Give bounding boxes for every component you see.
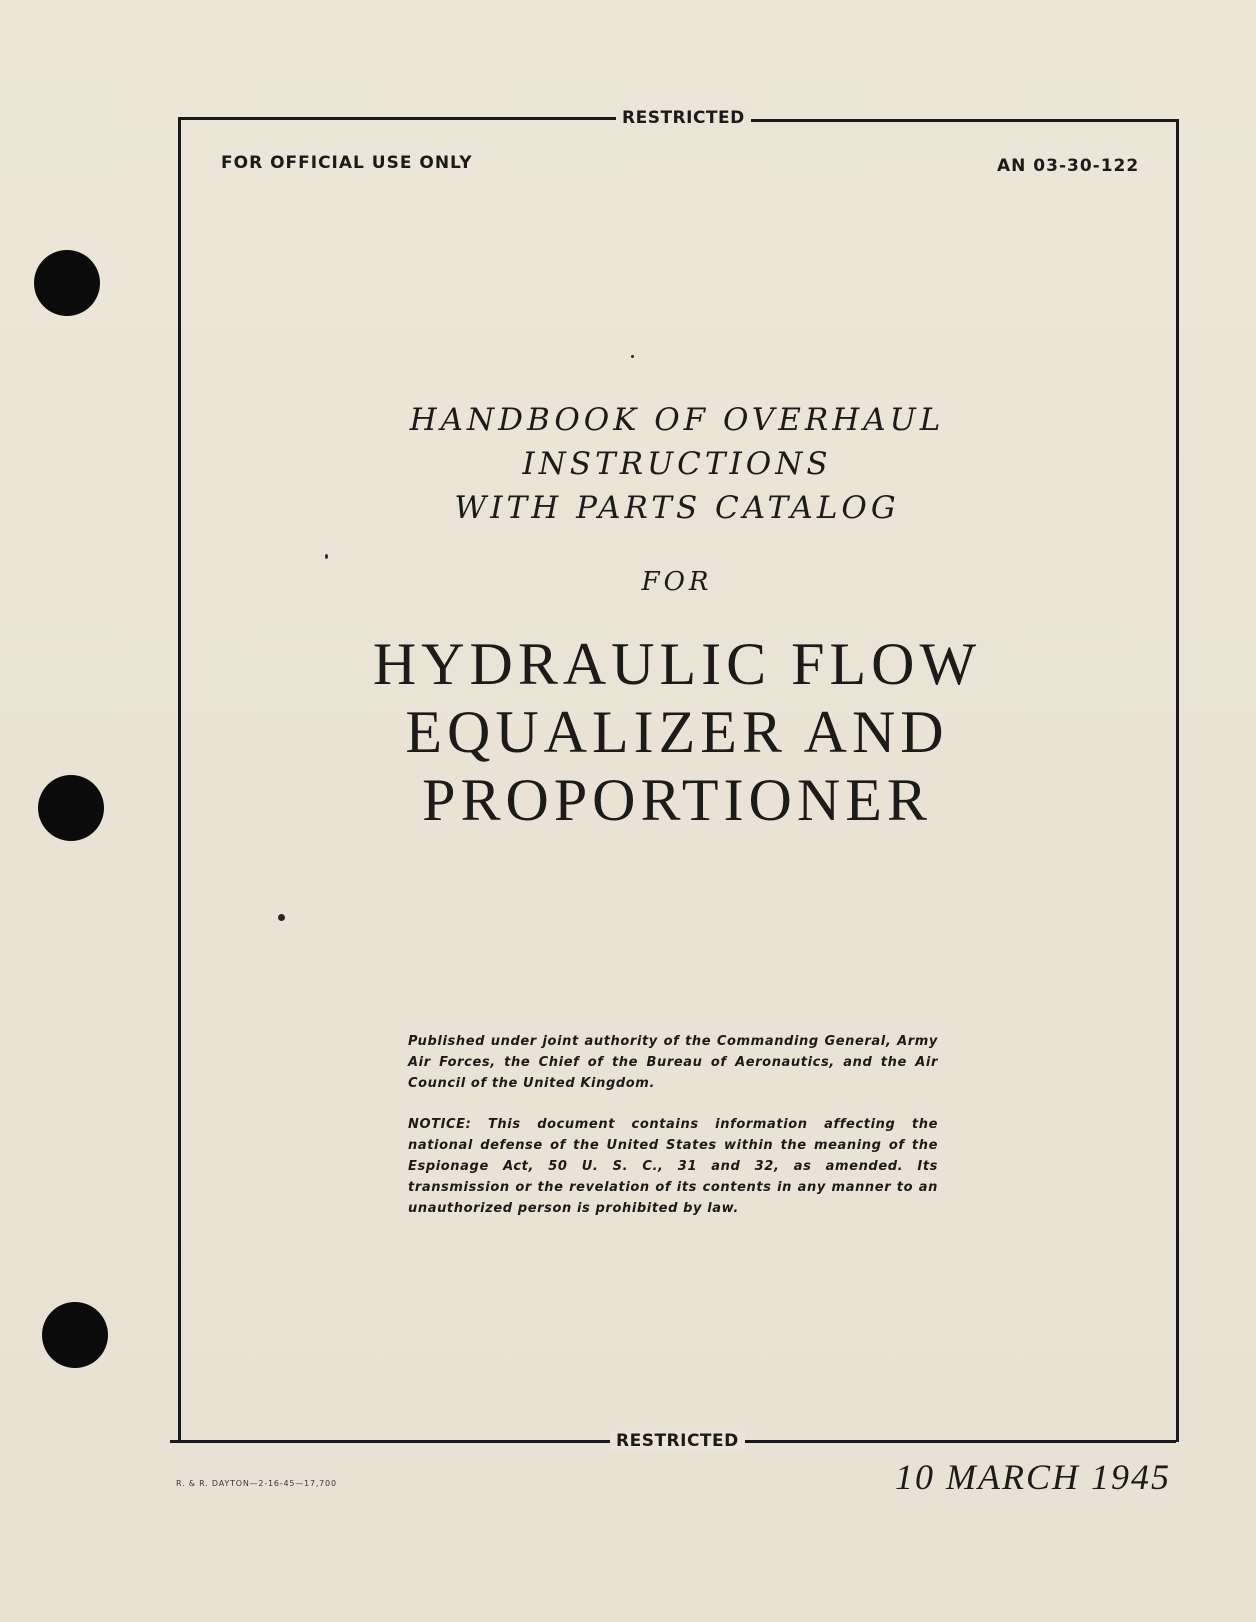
classification-label: FOR OFFICIAL USE ONLY (221, 153, 473, 173)
binder-hole-bottom (42, 1302, 108, 1368)
subtitle-line-2: INSTRUCTIONS (522, 446, 832, 482)
printer-mark: R. & R. DAYTON—2-16-45—17,700 (176, 1479, 337, 1488)
main-title-line-3: PROPORTIONER (422, 767, 932, 833)
border-bottom-right (722, 1440, 1176, 1443)
publication-date: 10 MARCH 1945 (895, 1457, 1171, 1497)
subtitle-line-1: HANDBOOK OF OVERHAUL (409, 402, 945, 438)
authority-paragraph: Published under joint authority of the Commanding General, Army Air Forces, the Chief of the Bureau of Aeronautics, and the Air Council of the United Kingdom. (408, 1034, 938, 1091)
border-top-right (730, 119, 1176, 122)
main-title-line-1: HYDRAULIC FLOW (372, 631, 982, 697)
document-number: AN 03-30-122 (997, 156, 1140, 176)
binder-hole-middle (38, 775, 104, 841)
border-top-left (178, 117, 618, 120)
restricted-label-top: RESTRICTED (616, 108, 751, 128)
notice-paragraph: NOTICE: This document contains information affecting the national defense of the United States within the meaning of the Espionage Act, 50 U. S. C., 31 and 32, as amended. Its transmission or the revelation of its contents in any manner to an unauthorized person is prohibited by law. (408, 1117, 938, 1216)
binder-hole-top (34, 250, 100, 316)
border-bottom-left (170, 1440, 610, 1443)
subtitle-for: FOR (641, 567, 713, 597)
main-title-line-2: EQUALIZER AND (405, 699, 949, 765)
subtitle-line-3: WITH PARTS CATALOG (454, 490, 900, 526)
restricted-label-bottom: RESTRICTED (610, 1431, 745, 1451)
